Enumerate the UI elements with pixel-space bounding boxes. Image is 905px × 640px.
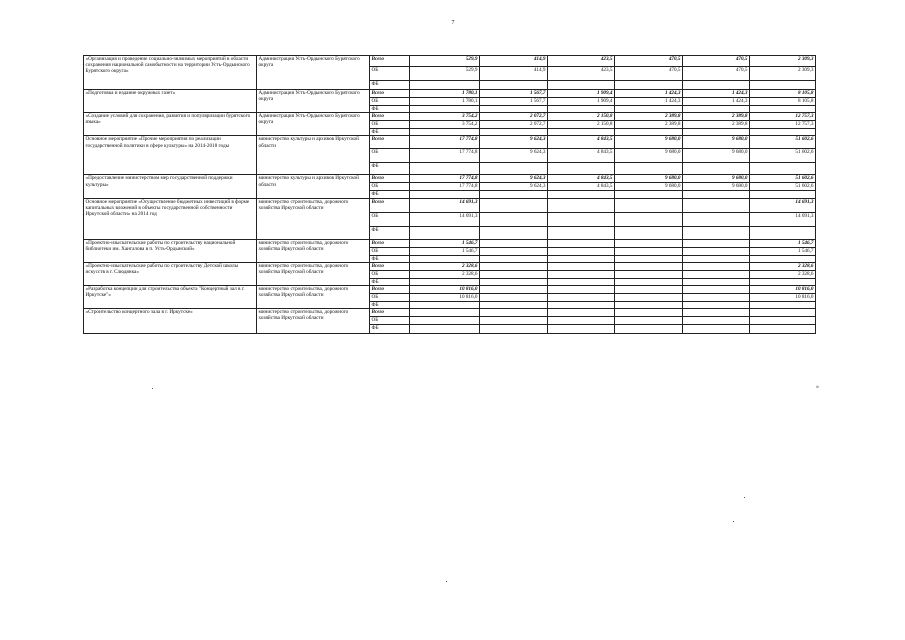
year-value-cell: [615, 191, 683, 198]
year-value-cell: [480, 198, 548, 212]
year-value-cell: [548, 163, 615, 175]
year-value-cell: [548, 212, 615, 226]
year-value-cell: 470,5: [683, 56, 750, 67]
year-value-cell: [480, 247, 548, 255]
year-value-cell: [480, 317, 548, 325]
year-value-cell: [615, 129, 683, 136]
executor-cell: министерство строительства, дорожного хозяйства Иркутской области: [257, 198, 370, 239]
year-value-cell: [410, 302, 480, 309]
total-value-cell: [750, 309, 816, 317]
executor-cell: министерство строительства, дорожного хозяйства Иркутской области: [257, 239, 370, 262]
year-value-cell: [683, 302, 750, 309]
year-value-cell: 1 909,4: [548, 98, 615, 106]
total-value-cell: [750, 255, 816, 262]
funding-source-cell: ОБ: [370, 98, 410, 106]
funding-source-cell: ФБ: [370, 325, 410, 334]
total-value-cell: [750, 325, 816, 334]
total-value-cell: [750, 278, 816, 285]
year-value-cell: [548, 239, 615, 247]
year-value-cell: 9 680,0: [615, 149, 683, 163]
funding-source-cell: Всего: [370, 113, 410, 121]
year-value-cell: [615, 286, 683, 294]
year-value-cell: 10 816,0: [410, 286, 480, 294]
table-row: [84, 90, 816, 98]
funding-source-cell: Всего: [370, 175, 410, 183]
year-value-cell: [548, 286, 615, 294]
year-value-cell: 1 780,1: [410, 98, 480, 106]
year-value-cell: [410, 129, 480, 136]
funding-source-cell: ФБ: [370, 129, 410, 136]
year-value-cell: [410, 317, 480, 325]
funding-source-cell: ОБ: [370, 212, 410, 226]
year-value-cell: 9 680,0: [683, 183, 750, 191]
year-value-cell: [615, 106, 683, 113]
year-value-cell: 1 546,7: [410, 239, 480, 247]
year-value-cell: 470,5: [615, 67, 683, 81]
total-value-cell: 2 309,3: [750, 67, 816, 81]
year-value-cell: [683, 317, 750, 325]
year-value-cell: [548, 255, 615, 262]
year-value-cell: 4 843,5: [548, 183, 615, 191]
year-value-cell: 17 774,8: [410, 183, 480, 191]
funding-source-cell: Всего: [370, 262, 410, 270]
total-value-cell: [750, 81, 816, 90]
year-value-cell: 414,9: [480, 67, 548, 81]
executor-cell: министерство строительства, дорожного хозяйства Иркутской области: [257, 309, 370, 334]
year-value-cell: [480, 239, 548, 247]
total-value-cell: 1 546,7: [750, 239, 816, 247]
total-value-cell: 10 816,0: [750, 286, 816, 294]
table-row: [84, 113, 816, 121]
total-value-cell: 1 546,7: [750, 247, 816, 255]
year-value-cell: [548, 325, 615, 334]
year-value-cell: [548, 198, 615, 212]
year-value-cell: [615, 325, 683, 334]
funding-source-cell: ОБ: [370, 149, 410, 163]
year-value-cell: [480, 226, 548, 239]
year-value-cell: [683, 129, 750, 136]
year-value-cell: [615, 302, 683, 309]
year-value-cell: 1 909,4: [548, 90, 615, 98]
year-value-cell: [683, 278, 750, 285]
page-number: 7: [451, 20, 455, 26]
year-value-cell: [410, 163, 480, 175]
total-value-cell: 2 309,3: [750, 56, 816, 67]
year-value-cell: [683, 262, 750, 270]
year-value-cell: 17 774,8: [410, 136, 480, 149]
funding-source-cell: ФБ: [370, 255, 410, 262]
total-value-cell: 12 757,3: [750, 113, 816, 121]
total-value-cell: 10 816,0: [750, 294, 816, 302]
total-value-cell: 51 602,6: [750, 149, 816, 163]
year-value-cell: 1 424,3: [683, 98, 750, 106]
table-row: [84, 262, 816, 270]
year-value-cell: [480, 325, 548, 334]
table-row: [84, 309, 816, 317]
executor-cell: Администрация Усть-Ордынского Бурятского округа: [257, 90, 370, 113]
program-name-cell: «Организация и проведение социально-значимых мероприятий в области сохранения национальной самобытности на территории Усть-Ордынского Бурятского округа»: [84, 56, 257, 90]
year-value-cell: 9 680,0: [615, 136, 683, 149]
year-value-cell: 9 680,0: [615, 175, 683, 183]
year-value-cell: [480, 129, 548, 136]
total-value-cell: [750, 191, 816, 198]
funding-source-cell: ФБ: [370, 106, 410, 113]
year-value-cell: 9 624,3: [480, 183, 548, 191]
program-name-cell: «Предоставление министерством мер государственной поддержки культуры»: [84, 175, 257, 198]
funding-source-cell: ФБ: [370, 226, 410, 239]
executor-cell: министерство строительства, дорожного хозяйства Иркутской области: [257, 262, 370, 285]
year-value-cell: [615, 262, 683, 270]
year-value-cell: [615, 239, 683, 247]
total-value-cell: 51 602,6: [750, 136, 816, 149]
year-value-cell: [683, 191, 750, 198]
year-value-cell: 9 624,3: [480, 136, 548, 149]
year-value-cell: [480, 309, 548, 317]
year-value-cell: 2 072,7: [480, 121, 548, 129]
year-value-cell: [410, 278, 480, 285]
funding-source-cell: ОБ: [370, 67, 410, 81]
total-value-cell: [750, 106, 816, 113]
funding-source-cell: Всего: [370, 136, 410, 149]
year-value-cell: 423,5: [548, 56, 615, 67]
funding-source-cell: Всего: [370, 198, 410, 212]
year-value-cell: 4 843,5: [548, 149, 615, 163]
table-row: [84, 136, 816, 149]
total-value-cell: [750, 163, 816, 175]
year-value-cell: 1 567,7: [480, 98, 548, 106]
year-value-cell: [548, 302, 615, 309]
year-value-cell: [410, 106, 480, 113]
total-value-cell: [750, 226, 816, 239]
year-value-cell: 4 843,5: [548, 175, 615, 183]
year-value-cell: 2 328,6: [410, 262, 480, 270]
year-value-cell: [548, 106, 615, 113]
year-value-cell: [683, 286, 750, 294]
funding-source-cell: Всего: [370, 286, 410, 294]
executor-cell: Администрация Усть-Ордынского Бурятского округа: [257, 56, 370, 90]
year-value-cell: [480, 191, 548, 198]
funding-source-cell: ФБ: [370, 302, 410, 309]
year-value-cell: 3 754,2: [410, 121, 480, 129]
year-value-cell: [410, 255, 480, 262]
total-value-cell: [750, 129, 816, 136]
year-value-cell: 2 072,7: [480, 113, 548, 121]
year-value-cell: [615, 309, 683, 317]
year-value-cell: [480, 294, 548, 302]
year-value-cell: [615, 294, 683, 302]
year-value-cell: 1 424,3: [615, 98, 683, 106]
executor-cell: министерство культуры и архивов Иркутской области: [257, 136, 370, 175]
year-value-cell: 1 546,7: [410, 247, 480, 255]
table-row: [84, 175, 816, 183]
funding-source-cell: ФБ: [370, 278, 410, 285]
program-name-cell: Основное мероприятие «Осуществление бюджетных инвестиций в форме капитальных вложений в объекты государственной собственности Иркутской области» на 2014 год: [84, 198, 257, 239]
year-value-cell: [683, 309, 750, 317]
year-value-cell: 14 691,3: [410, 198, 480, 212]
year-value-cell: [683, 239, 750, 247]
budget-table: [83, 55, 816, 334]
year-value-cell: [548, 309, 615, 317]
year-value-cell: [615, 278, 683, 285]
year-value-cell: [548, 270, 615, 278]
funding-source-cell: ФБ: [370, 163, 410, 175]
year-value-cell: [548, 262, 615, 270]
program-name-cell: «Создание условий для сохранения, развития и популяризации бурятского языка»: [84, 113, 257, 136]
year-value-cell: [683, 226, 750, 239]
total-value-cell: 2 328,6: [750, 262, 816, 270]
year-value-cell: 14 691,3: [410, 212, 480, 226]
program-name-cell: «Строительство концертного зала в г. Иркутске»: [84, 309, 257, 334]
year-value-cell: [410, 309, 480, 317]
total-value-cell: 8 105,8: [750, 98, 816, 106]
year-value-cell: [683, 198, 750, 212]
year-value-cell: [480, 163, 548, 175]
year-value-cell: [410, 81, 480, 90]
year-value-cell: 9 624,3: [480, 175, 548, 183]
executor-cell: министерство культуры и архивов Иркутской области: [257, 175, 370, 198]
year-value-cell: [480, 302, 548, 309]
funding-source-cell: Всего: [370, 56, 410, 67]
funding-source-cell: ОБ: [370, 270, 410, 278]
year-value-cell: [480, 270, 548, 278]
year-value-cell: 9 680,0: [683, 136, 750, 149]
year-value-cell: [548, 294, 615, 302]
year-value-cell: [548, 129, 615, 136]
year-value-cell: 529,9: [410, 56, 480, 67]
year-value-cell: [683, 163, 750, 175]
year-value-cell: 3 754,2: [410, 113, 480, 121]
year-value-cell: 2 150,8: [548, 113, 615, 121]
year-value-cell: [548, 226, 615, 239]
year-value-cell: [548, 81, 615, 90]
year-value-cell: 423,5: [548, 67, 615, 81]
total-value-cell: 14 691,3: [750, 198, 816, 212]
year-value-cell: 1 567,7: [480, 90, 548, 98]
program-name-cell: Основное мероприятие «Прочие мероприятия по реализации государственной политики в сфере культуры» на 2014-2018 годы: [84, 136, 257, 175]
year-value-cell: [615, 81, 683, 90]
year-value-cell: [615, 317, 683, 325]
year-value-cell: 17 774,8: [410, 149, 480, 163]
continuation-marker: »: [816, 384, 819, 390]
year-value-cell: 1 424,3: [683, 90, 750, 98]
year-value-cell: [480, 286, 548, 294]
year-value-cell: 2 328,6: [410, 270, 480, 278]
year-value-cell: [683, 270, 750, 278]
year-value-cell: [683, 247, 750, 255]
year-value-cell: [410, 226, 480, 239]
funding-source-cell: Всего: [370, 90, 410, 98]
scan-speck: [152, 388, 153, 389]
funding-source-cell: ОБ: [370, 294, 410, 302]
total-value-cell: 51 602,6: [750, 183, 816, 191]
program-name-cell: «Подготовка и издание окружных газет»: [84, 90, 257, 113]
year-value-cell: [615, 212, 683, 226]
year-value-cell: 470,5: [615, 56, 683, 67]
program-name-cell: «Разработка концепции для строительства объекта "Концертный зал в г. Иркутске"»: [84, 286, 257, 309]
scan-speck: [744, 497, 745, 498]
year-value-cell: 10 816,0: [410, 294, 480, 302]
funding-source-cell: ФБ: [370, 81, 410, 90]
year-value-cell: 9 680,0: [683, 175, 750, 183]
total-value-cell: 2 328,6: [750, 270, 816, 278]
year-value-cell: [548, 191, 615, 198]
year-value-cell: 9 680,0: [615, 183, 683, 191]
total-value-cell: 8 105,8: [750, 90, 816, 98]
total-value-cell: [750, 302, 816, 309]
funding-source-cell: ФБ: [370, 191, 410, 198]
year-value-cell: [410, 191, 480, 198]
year-value-cell: 4 843,5: [548, 136, 615, 149]
year-value-cell: 470,5: [683, 67, 750, 81]
funding-source-cell: Всего: [370, 309, 410, 317]
program-name-cell: «Проектно-изыскательские работы по строительству Детской школы искусств в г. Слюдянка»: [84, 262, 257, 285]
year-value-cell: [548, 317, 615, 325]
year-value-cell: [683, 325, 750, 334]
year-value-cell: 9 680,0: [683, 149, 750, 163]
year-value-cell: [683, 255, 750, 262]
year-value-cell: [548, 278, 615, 285]
year-value-cell: 2 150,8: [548, 121, 615, 129]
year-value-cell: 2 389,8: [683, 121, 750, 129]
year-value-cell: 2 389,8: [615, 113, 683, 121]
year-value-cell: 9 624,3: [480, 149, 548, 163]
total-value-cell: 12 757,3: [750, 121, 816, 129]
table-row: [84, 198, 816, 212]
year-value-cell: [480, 106, 548, 113]
total-value-cell: 14 691,3: [750, 212, 816, 226]
executor-cell: министерство строительства, дорожного хозяйства Иркутской области: [257, 286, 370, 309]
year-value-cell: 1 780,1: [410, 90, 480, 98]
year-value-cell: [615, 163, 683, 175]
year-value-cell: [480, 212, 548, 226]
year-value-cell: 17 774,8: [410, 175, 480, 183]
table-row: [84, 286, 816, 294]
year-value-cell: [683, 212, 750, 226]
table-row: [84, 56, 816, 67]
year-value-cell: [615, 255, 683, 262]
year-value-cell: 529,9: [410, 67, 480, 81]
total-value-cell: 51 602,6: [750, 175, 816, 183]
year-value-cell: [615, 270, 683, 278]
funding-source-cell: ОБ: [370, 247, 410, 255]
table-row: [84, 239, 816, 247]
scan-speck: [733, 521, 734, 522]
year-value-cell: [683, 81, 750, 90]
year-value-cell: [480, 278, 548, 285]
funding-source-cell: ОБ: [370, 317, 410, 325]
year-value-cell: [480, 255, 548, 262]
year-value-cell: [615, 247, 683, 255]
year-value-cell: [410, 325, 480, 334]
year-value-cell: [683, 106, 750, 113]
year-value-cell: [683, 294, 750, 302]
year-value-cell: 414,9: [480, 56, 548, 67]
funding-source-cell: ОБ: [370, 121, 410, 129]
year-value-cell: 2 389,8: [683, 113, 750, 121]
year-value-cell: [480, 262, 548, 270]
total-value-cell: [750, 317, 816, 325]
year-value-cell: [480, 81, 548, 90]
program-name-cell: «Проектно-изыскательские работы по строительству национальной библиотеки им. Хангалова в п. Усть-Ордынский»: [84, 239, 257, 262]
funding-source-cell: ОБ: [370, 183, 410, 191]
year-value-cell: [548, 247, 615, 255]
executor-cell: Администрация Усть-Ордынского Бурятского округа: [257, 113, 370, 136]
scan-speck: [446, 581, 447, 582]
year-value-cell: [615, 198, 683, 212]
year-value-cell: 2 389,8: [615, 121, 683, 129]
year-value-cell: 1 424,3: [615, 90, 683, 98]
funding-source-cell: Всего: [370, 239, 410, 247]
year-value-cell: [615, 226, 683, 239]
